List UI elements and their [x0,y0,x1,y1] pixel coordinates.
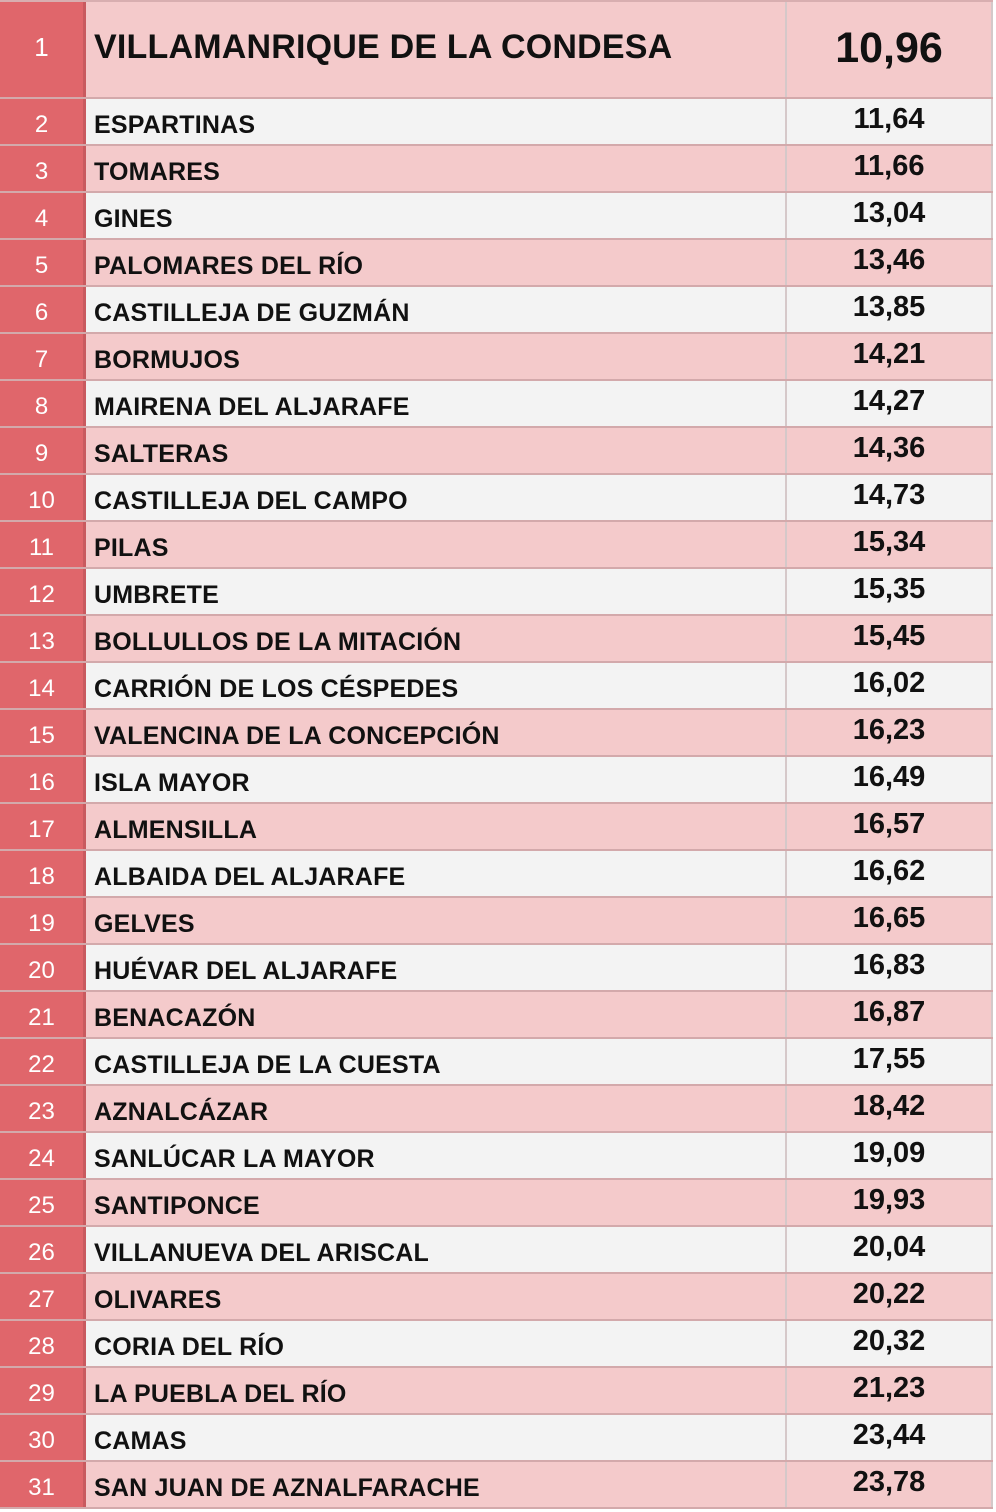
rank-cell: 4 [0,193,86,238]
table-row [0,1274,993,1321]
municipality-name-cell: PALOMARES DEL RÍO [86,240,787,285]
table-row [0,710,993,757]
municipality-name-cell: LA PUEBLA DEL RÍO [86,1368,787,1413]
municipality-name-cell: OLIVARES [86,1274,787,1319]
table-row [0,1415,993,1462]
municipality-name-cell: SANTIPONCE [86,1180,787,1225]
rank-cell: 13 [0,616,86,661]
municipality-name-cell: SALTERAS [86,428,787,473]
rank-cell: 18 [0,851,86,896]
table-row [0,804,993,851]
municipality-name-cell: VALENCINA DE LA CONCEPCIÓN [86,710,787,755]
rank-cell: 21 [0,992,86,1037]
municipality-name-cell: ALMENSILLA [86,804,787,849]
municipality-name-cell: GINES [86,193,787,238]
table-row [0,1086,993,1133]
value-cell: 16,23 [787,710,993,755]
value-cell: 21,23 [787,1368,993,1413]
rank-cell: 25 [0,1180,86,1225]
table-row [0,663,993,710]
rank-cell: 8 [0,381,86,426]
value-cell: 13,85 [787,287,993,332]
value-cell: 16,65 [787,898,993,943]
value-cell: 16,62 [787,851,993,896]
table-row [0,616,993,663]
rank-cell: 3 [0,146,86,191]
table-row [0,1039,993,1086]
value-cell: 14,36 [787,428,993,473]
table-row [0,475,993,522]
rank-cell: 17 [0,804,86,849]
rank-cell: 24 [0,1133,86,1178]
table-row [0,240,993,287]
rank-cell: 15 [0,710,86,755]
value-cell: 16,02 [787,663,993,708]
municipality-name-cell: ISLA MAYOR [86,757,787,802]
value-cell: 13,46 [787,240,993,285]
municipality-name-cell: PILAS [86,522,787,567]
table-row [0,1133,993,1180]
table-row [0,1462,993,1509]
rank-cell: 11 [0,522,86,567]
rank-cell: 7 [0,334,86,379]
value-cell: 14,73 [787,475,993,520]
municipality-name-cell: BOLLULLOS DE LA MITACIÓN [86,616,787,661]
municipality-name-cell: HUÉVAR DEL ALJARAFE [86,945,787,990]
municipality-name-cell: CARRIÓN DE LOS CÉSPEDES [86,663,787,708]
municipality-name-cell: GELVES [86,898,787,943]
value-cell: 20,32 [787,1321,993,1366]
municipality-name-cell: ALBAIDA DEL ALJARAFE [86,851,787,896]
municipality-name-cell: TOMARES [86,146,787,191]
municipality-name-cell: CASTILLEJA DEL CAMPO [86,475,787,520]
value-cell: 11,66 [787,146,993,191]
rank-cell: 23 [0,1086,86,1131]
rank-cell: 14 [0,663,86,708]
municipality-name-cell: ESPARTINAS [86,99,787,144]
table-row [0,569,993,616]
table-row [0,381,993,428]
table-row [0,146,993,193]
table-row [0,1368,993,1415]
table-row [0,522,993,569]
municipality-name-cell: AZNALCÁZAR [86,1086,787,1131]
value-cell: 16,49 [787,757,993,802]
table-row [0,99,993,146]
value-cell: 16,87 [787,992,993,1037]
rank-cell: 20 [0,945,86,990]
table-row [0,992,993,1039]
value-cell: 15,35 [787,569,993,614]
value-cell: 20,04 [787,1227,993,1272]
municipality-name-cell: VILLANUEVA DEL ARISCAL [86,1227,787,1272]
value-cell: 10,96 [787,2,993,97]
municipality-name-cell: SANLÚCAR LA MAYOR [86,1133,787,1178]
value-cell: 15,34 [787,522,993,567]
rank-cell: 10 [0,475,86,520]
table-row [0,334,993,381]
table-row [0,898,993,945]
table-row [0,428,993,475]
municipality-name-cell: CASTILLEJA DE LA CUESTA [86,1039,787,1084]
municipality-name-cell: CORIA DEL RÍO [86,1321,787,1366]
rank-cell: 19 [0,898,86,943]
municipality-name-cell: SAN JUAN DE AZNALFARACHE [86,1462,787,1507]
rank-cell: 5 [0,240,86,285]
table-row [0,945,993,992]
rank-cell: 22 [0,1039,86,1084]
value-cell: 14,21 [787,334,993,379]
municipality-name-cell: BENACAZÓN [86,992,787,1037]
rank-cell: 12 [0,569,86,614]
table-row [0,287,993,334]
rank-cell: 28 [0,1321,86,1366]
value-cell: 17,55 [787,1039,993,1084]
value-cell: 16,57 [787,804,993,849]
table-row [0,1321,993,1368]
table-row [0,851,993,898]
value-cell: 23,78 [787,1462,993,1507]
value-cell: 14,27 [787,381,993,426]
rank-cell: 27 [0,1274,86,1319]
rank-cell: 2 [0,99,86,144]
value-cell: 23,44 [787,1415,993,1460]
municipality-name-cell: VILLAMANRIQUE DE LA CONDESA [86,2,787,97]
municipality-name-cell: CAMAS [86,1415,787,1460]
rank-cell: 26 [0,1227,86,1272]
value-cell: 19,93 [787,1180,993,1225]
rank-cell: 1 [0,2,86,97]
municipality-name-cell: CASTILLEJA DE GUZMÁN [86,287,787,332]
table-row [0,757,993,804]
table-row [0,193,993,240]
value-cell: 20,22 [787,1274,993,1319]
table-row [0,1227,993,1274]
rank-cell: 30 [0,1415,86,1460]
value-cell: 13,04 [787,193,993,238]
rank-cell: 16 [0,757,86,802]
municipality-name-cell: UMBRETE [86,569,787,614]
rank-cell: 29 [0,1368,86,1413]
value-cell: 18,42 [787,1086,993,1131]
value-cell: 16,83 [787,945,993,990]
value-cell: 15,45 [787,616,993,661]
value-cell: 11,64 [787,99,993,144]
table-row [0,1180,993,1227]
rank-cell: 31 [0,1462,86,1507]
value-cell: 19,09 [787,1133,993,1178]
rank-cell: 9 [0,428,86,473]
table-row [0,2,993,99]
rank-cell: 6 [0,287,86,332]
municipality-name-cell: MAIRENA DEL ALJARAFE [86,381,787,426]
municipality-name-cell: BORMUJOS [86,334,787,379]
